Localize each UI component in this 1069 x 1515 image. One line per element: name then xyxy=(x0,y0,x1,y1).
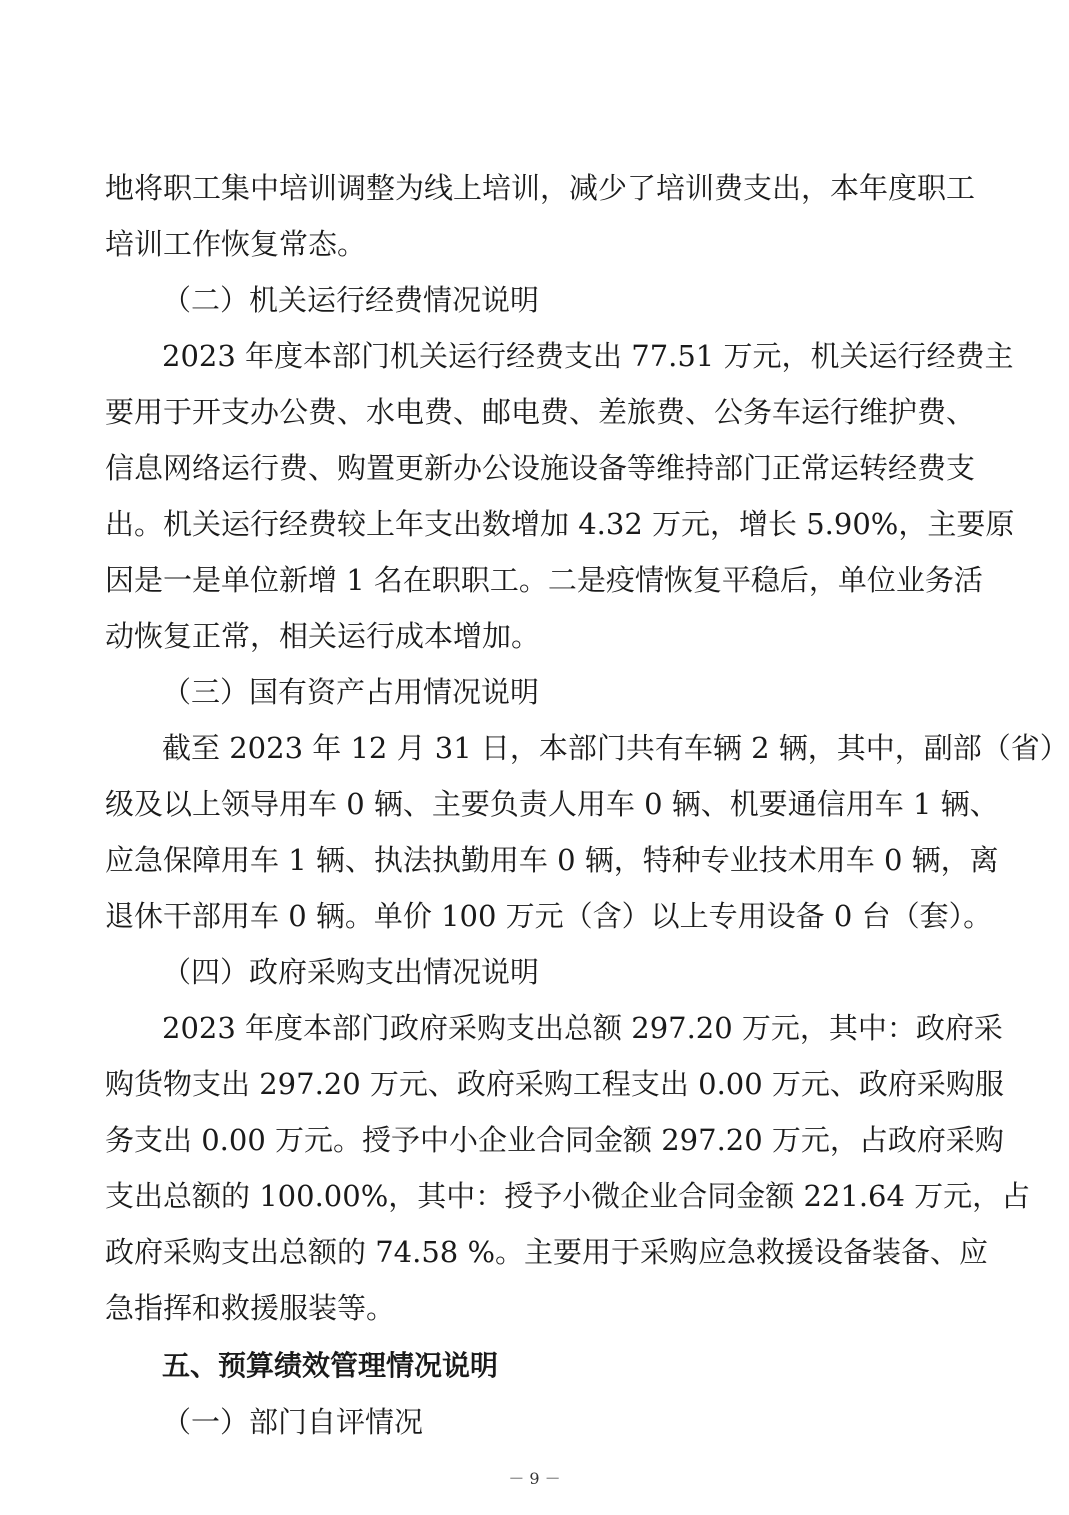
paragraph-line: 2023 年度本部门机关运行经费支出 77.51 万元，机关运行经费主 xyxy=(162,339,1014,373)
paragraph-line: 级及以上领导用车 0 辆、主要负责人用车 0 辆、机要通信用车 1 辆、 xyxy=(105,787,999,821)
page-number: － 9 － xyxy=(508,1469,561,1488)
section-heading: （四）政府采购支出情况说明 xyxy=(162,955,540,989)
paragraph-line: 支出总额的 100.00%，其中：授予小微企业合同金额 221.64 万元，占 xyxy=(105,1179,1031,1213)
section-heading: （二）机关运行经费情况说明 xyxy=(162,283,540,317)
paragraph-line: 应急保障用车 1 辆、执法执勤用车 0 辆，特种专业技术用车 0 辆，离 xyxy=(105,843,999,877)
section-heading: （一）部门自评情况 xyxy=(162,1405,424,1439)
paragraph-line: 急指挥和救援服装等。 xyxy=(105,1291,396,1325)
paragraph-line: 退休干部用车 0 辆。单价 100 万元（含）以上专用设备 0 台（套）。 xyxy=(105,899,993,933)
paragraph-line: 培训工作恢复常态。 xyxy=(105,227,367,261)
paragraph-line: 2023 年度本部门政府采购支出总额 297.20 万元，其中：政府采 xyxy=(162,1011,1003,1045)
paragraph-line: 因是一是单位新增 1 名在职职工。二是疫情恢复平稳后，单位业务活 xyxy=(105,563,983,597)
paragraph-line: 动恢复正常，相关运行成本增加。 xyxy=(105,619,541,653)
paragraph-line: 购货物支出 297.20 万元、政府采购工程支出 0.00 万元、政府采购服 xyxy=(105,1067,1004,1101)
paragraph-line: 务支出 0.00 万元。授予中小企业合同金额 297.20 万元，占政府采购 xyxy=(105,1123,1004,1157)
paragraph-line: 信息网络运行费、购置更新办公设施设备等维持部门正常运转经费支 xyxy=(105,451,976,485)
paragraph-line: 地将职工集中培训调整为线上培训，减少了培训费支出，本年度职工 xyxy=(105,171,976,205)
paragraph-line: 要用于开支办公费、水电费、邮电费、差旅费、公务车运行维护费、 xyxy=(105,395,976,429)
paragraph-line: 出。机关运行经费较上年支出数增加 4.32 万元，增长 5.90%，主要原 xyxy=(105,507,1015,541)
chapter-heading: 五、预算绩效管理情况说明 xyxy=(162,1349,499,1382)
paragraph-line: 截至 2023 年 12 月 31 日，本部门共有车辆 2 辆，其中，副部（省） xyxy=(162,731,1069,765)
paragraph-line: 政府采购支出总额的 74.58 %。主要用于采购应急救援设备装备、应 xyxy=(105,1235,989,1269)
section-heading: （三）国有资产占用情况说明 xyxy=(162,675,540,709)
